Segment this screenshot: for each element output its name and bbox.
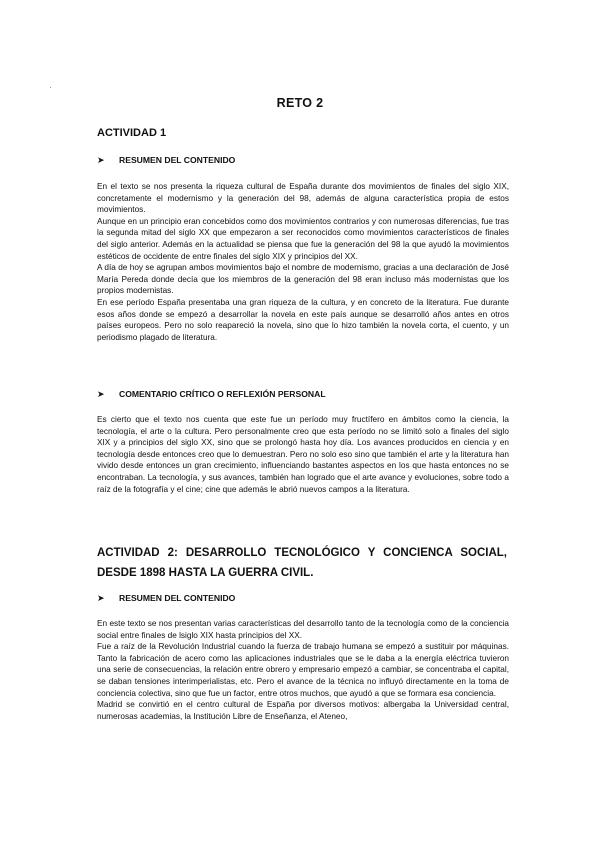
activity2-summary-body [97, 618, 509, 722]
paragraph: A día de hoy se agrupan ambos movimientos bajo el nombre de modernismo, gracias a una declaración de José María Pereda donde decía que los miembros de la generación del 98 eran incluso más modernistas que los propios modernistas. [97, 263, 509, 296]
page-title: RETO 2 [276, 96, 324, 110]
paragraph: En este texto se nos presentan varias características del desarrollo tanto de la tecnología como de la conciencia social entre finales de lsiglo XIX hasta principios del XX. [97, 619, 509, 640]
activity1-heading: ACTIVIDAD 1 [97, 127, 167, 139]
activity1-summary-heading-text: RESUMEN DEL CONTENIDO [119, 155, 236, 165]
paragraph: Madrid se convirtió en el centro cultural de España por diversos motivos: albergaba la Universidad central, numerosas academias, la Institución Libre de Enseñanza, el Ateneo, [97, 700, 509, 721]
activity2-summary-heading-text: RESUMEN DEL CONTENIDO [119, 593, 236, 603]
activity2-summary-heading [97, 593, 235, 604]
activity1-comment-heading-text: COMENTARIO CRÍTICO O REFLEXIÓN PERSONAL [119, 389, 326, 399]
paragraph: En ese período España presentaba una gran riqueza de la cultura, y en concreto de la literatura. Fue durante esos años donde se empezó a desarrollar la novela en este país aunque se desarrolló años antes en otros países europeos. Pero no solo reapareció la novela, sino que lo hizo también la novela corta, el cuento, y un periodismo plagado de literatura. [97, 297, 509, 342]
activity1-summary-heading [97, 155, 235, 166]
paragraph: Aunque en un principio eran concebidos como dos movimientos contrarios y con numerosas diferencias, fue tras la segunda mitad del siglo XX que empezaron a ser reconocidos como movimientos característicos de finales del siglo anterior. Además en la actualidad se piensa que fue la generación del 98 la que ayudó la movimientos estéticos de occidente de entre finales del siglo XIX y principios del XX. [97, 216, 509, 261]
activity2-heading: ACTIVIDAD 2: DESARROLLO TECNOLÓGICO Y CONCIENCA SOCIAL, DESDE 1898 HASTA LA GUERRA CIVIL. [97, 547, 507, 579]
arrow-bullet-icon: ➤ [97, 389, 105, 399]
activity1-comment-body [97, 414, 509, 495]
stray-mark [50, 87, 51, 88]
arrow-bullet-icon: ➤ [97, 155, 105, 165]
activity1-summary-body [97, 181, 509, 343]
activity1-comment-heading [97, 389, 326, 400]
paragraph: En el texto se nos presenta la riqueza cultural de España durante dos movimientos de finales del siglo XIX, concretamente el modernismo y la generación del 98, además de alguna característica propia de estos movimientos. [97, 182, 509, 215]
arrow-bullet-icon: ➤ [97, 593, 105, 603]
paragraph: Es cierto que el texto nos cuenta que este fue un período muy fructífero en ámbitos como la ciencia, la tecnología, el arte o la cultura. Pero personalmente creo que esta período no se limitó solo a finales del siglo XIX y a principios del siglo XX, sino que se prolongó hasta hoy día. Los avances producidos en ciencia y en tecnología desde entonces creo que lo demuestran. Pero no solo eso sino que también el arte y la literatura han vivido desde entonces un gran crecimiento, influenciando bastantes aspectos en los que hasta entonces no se encontraban. La tecnología, y sus avances, también han logrado que el arte avance y evoluciones, sobre todo a raíz de la fotografía y el cine; cine que además le abrió nuevos campos a la literatura. [97, 415, 509, 494]
paragraph: Fue a raíz de la Revolución Industrial cuando la fuerza de trabajo humana se empezó a sustituir por máquinas. Tanto la fabricación de acero como las aplicaciones industriales que se le daba a la energía eléctrica tuvieron una serie de consecuencias, la relación entre obrero y empresario empezó a cambiar, se concentraba el capital, se daban tensiones interimperialistas, etc. Pero el avance de la técnica no influyó directamente en la toma de conciencia colectiva, sino que fue un factor, entre otros muchos, que ayudó a que se formara esa conciencia. [97, 642, 509, 698]
